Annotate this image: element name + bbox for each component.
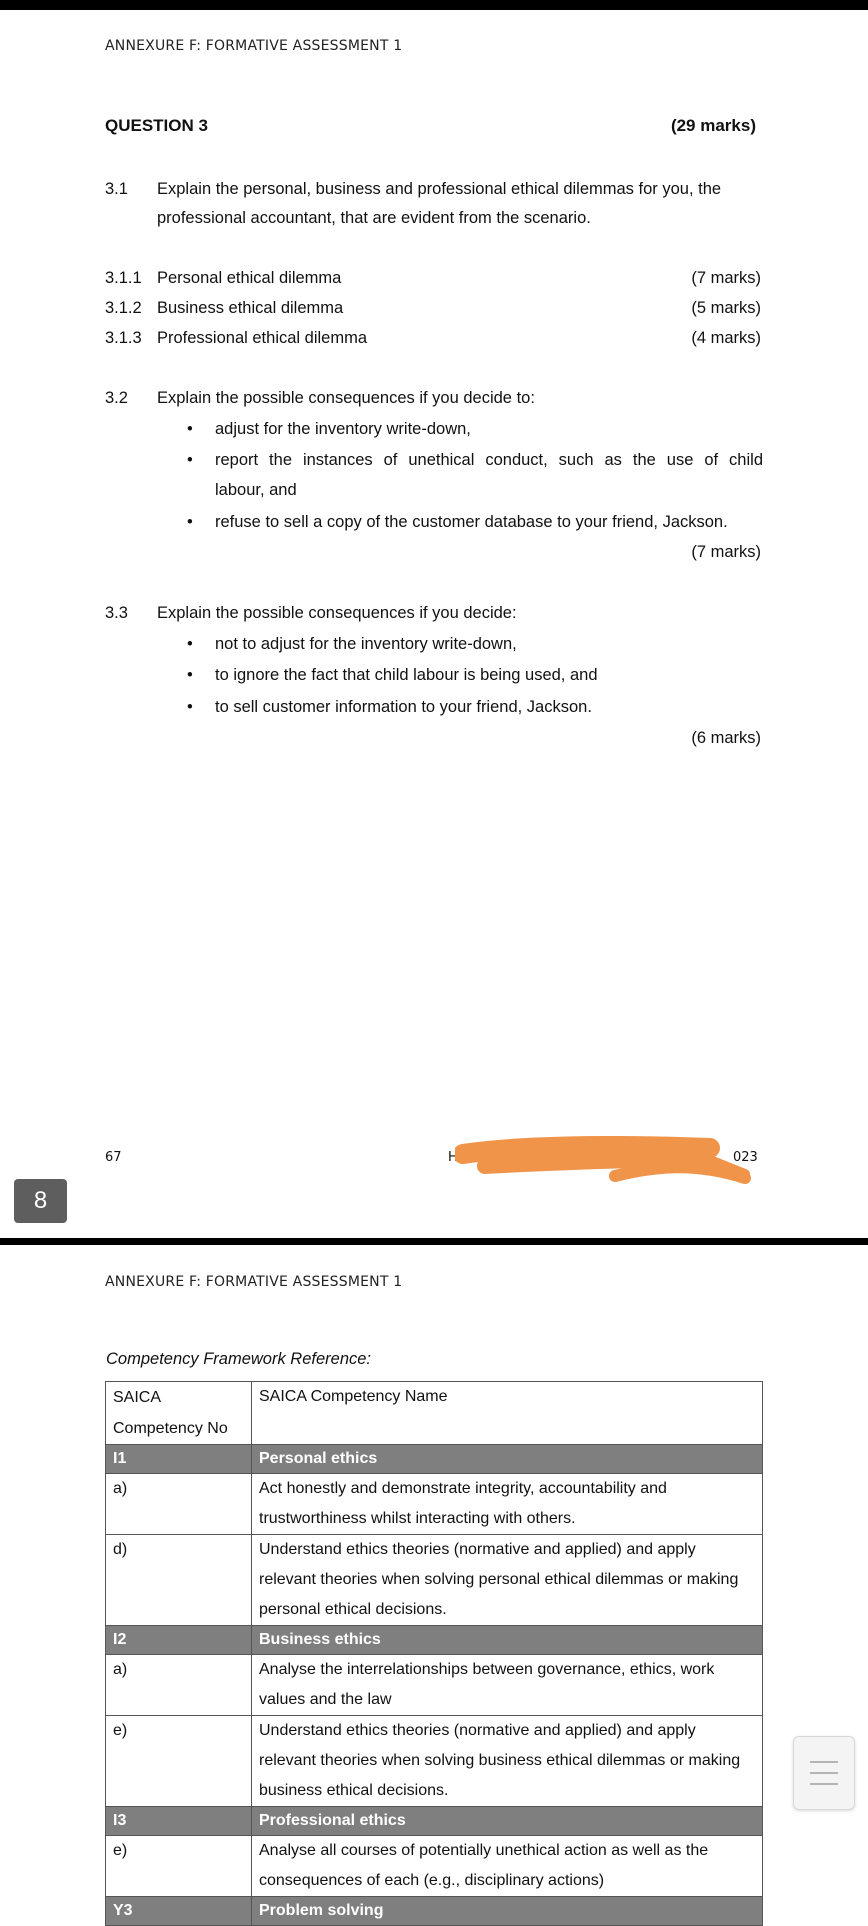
question-marks: (29 marks) [670, 116, 756, 135]
q312-marks: (5 marks) [691, 299, 761, 317]
row-name: Analyse the interrelationships between governance, ethics, work values and the law [252, 1655, 763, 1716]
bullet-icon: • [187, 698, 193, 716]
row-name: Problem solving [252, 1897, 763, 1926]
q313-marks: (4 marks) [691, 329, 761, 347]
col1-header [106, 1382, 252, 1445]
page-header: ANNEXURE F: FORMATIVE ASSESSMENT 1 [105, 38, 403, 54]
q33-bullet3-text: to sell customer information to your friend, Jackson. [215, 698, 592, 716]
table-row [106, 1716, 763, 1807]
q311-marks: (7 marks) [691, 269, 761, 287]
scroll-handle[interactable] [793, 1736, 855, 1810]
row-no: e) [106, 1836, 252, 1897]
table-row-group [106, 1807, 763, 1836]
q31-number: 3.1 [105, 180, 128, 198]
table-row [106, 1836, 763, 1897]
q32-bullet2-line1: report the instances of unethical conduct, such as the use of child [215, 451, 763, 469]
row-no: I1 [106, 1445, 252, 1474]
q312-label: Business ethical dilemma [157, 299, 344, 317]
row-no: d) [106, 1535, 252, 1626]
q32-bullet1-text: adjust for the inventory write-down, [215, 420, 471, 438]
table-row-group [106, 1445, 763, 1474]
page-separator [0, 1238, 868, 1245]
row-no: a) [106, 1474, 252, 1535]
row-no: Y3 [106, 1897, 252, 1926]
grip-line-icon [810, 1783, 838, 1785]
q32-bullet3-text: refuse to sell a copy of the customer database to your friend, Jackson. [215, 513, 728, 531]
table-row-group [106, 1897, 763, 1926]
row-no: I2 [106, 1626, 252, 1655]
table-row [106, 1474, 763, 1535]
bullet-icon: • [187, 451, 193, 469]
table-row [106, 1535, 763, 1626]
table-row-group [106, 1626, 763, 1655]
framework-title: Competency Framework Reference: [106, 1350, 372, 1368]
q311-number: 3.1.1 [105, 269, 142, 287]
q32-number: 3.2 [105, 389, 128, 407]
col1-header-line1: SAICA [113, 1389, 162, 1406]
row-name: Business ethics [252, 1626, 763, 1655]
q33-bullet1-text: not to adjust for the inventory write-down, [215, 635, 517, 653]
row-name: Understand ethics theories (normative and applied) and apply relevant theories when solving personal ethical dilemmas or making personal ethical decisions. [252, 1535, 763, 1626]
grip-line-icon [810, 1761, 838, 1763]
q32-marks: (7 marks) [691, 543, 761, 561]
table-header-row [106, 1382, 763, 1445]
q32-bullet2-line2: labour, and [215, 481, 297, 499]
bullet-icon: • [187, 666, 193, 684]
page2-header: ANNEXURE F: FORMATIVE ASSESSMENT 1 [105, 1274, 403, 1290]
bullet-icon: • [187, 635, 193, 653]
footer-year: 023 [733, 1150, 758, 1165]
footer-page-number: 67 [105, 1150, 122, 1165]
q31-line1: Explain the personal, business and professional ethical dilemmas for you, the [157, 180, 722, 198]
q312-number: 3.1.2 [105, 299, 142, 317]
competency-table [105, 1381, 763, 1926]
bullet-icon: • [187, 513, 193, 531]
bullet-icon: • [187, 420, 193, 438]
row-name: Understand ethics theories (normative and applied) and apply relevant theories when solving business ethical dilemmas or making business ethical decisions. [252, 1716, 763, 1807]
q31-line2: professional accountant, that are evident from the scenario. [157, 209, 591, 227]
row-name: Professional ethics [252, 1807, 763, 1836]
q32-intro: Explain the possible consequences if you decide to: [157, 389, 535, 407]
q311-label: Personal ethical dilemma [157, 269, 342, 287]
row-name: Act honestly and demonstrate integrity, accountability and trustworthiness whilst interacting with others. [252, 1474, 763, 1535]
redaction-scribble [455, 1136, 755, 1188]
col1-header-line2: Competency No [113, 1420, 228, 1437]
table-row [106, 1655, 763, 1716]
q33-number: 3.3 [105, 604, 128, 622]
row-name: Analyse all courses of potentially unethical action as well as the consequences of each (e.g., disciplinary actions) [252, 1836, 763, 1897]
q33-marks: (6 marks) [691, 729, 761, 747]
row-no: e) [106, 1716, 252, 1807]
footer-code: HE [448, 1150, 466, 1165]
page-number-badge: 8 [14, 1179, 67, 1223]
q33-bullet2-text: to ignore the fact that child labour is being used, and [215, 666, 598, 684]
q313-label: Professional ethical dilemma [157, 329, 368, 347]
row-no: I3 [106, 1807, 252, 1836]
q33-intro: Explain the possible consequences if you decide: [157, 604, 517, 622]
q313-number: 3.1.3 [105, 329, 142, 347]
col2-header: SAICA Competency Name [252, 1382, 763, 1445]
question-title: QUESTION 3 [105, 116, 208, 135]
grip-line-icon [810, 1772, 838, 1774]
row-no: a) [106, 1655, 252, 1716]
row-name: Personal ethics [252, 1445, 763, 1474]
top-border [0, 0, 868, 10]
